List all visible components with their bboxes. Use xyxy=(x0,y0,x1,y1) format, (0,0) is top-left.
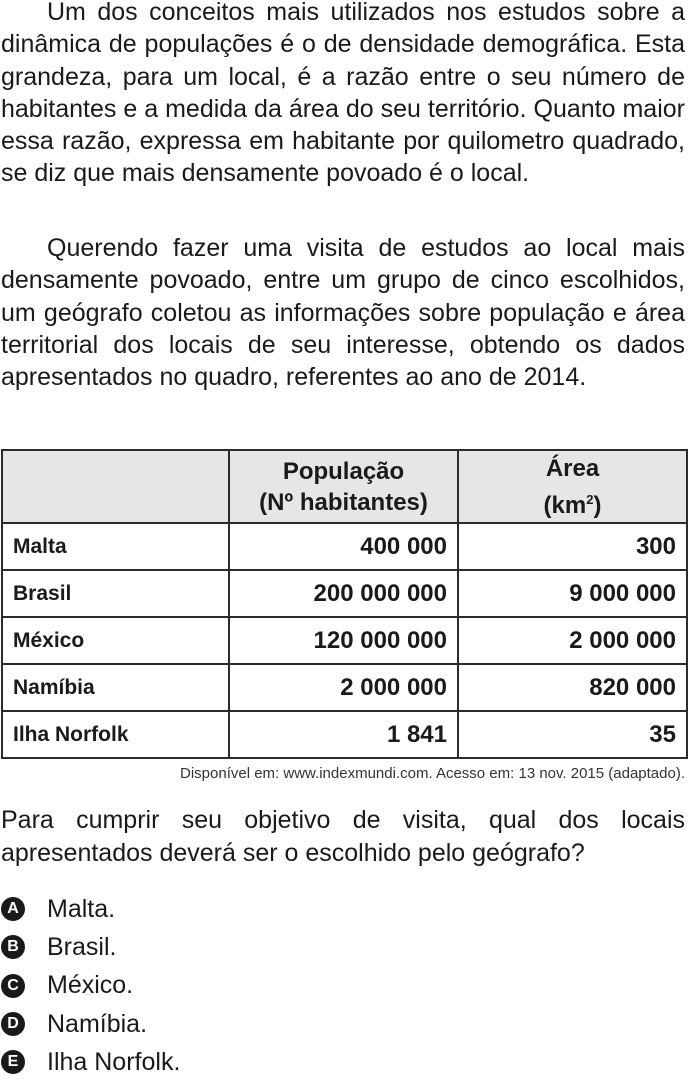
area-header-unit: $(km^2)$ xyxy=(543,491,602,519)
row-area: 35 xyxy=(458,711,687,758)
answer-options xyxy=(1,890,180,1081)
context-paragraph xyxy=(1,232,685,393)
row-population: 2 000 000 xyxy=(229,664,458,711)
data-table xyxy=(1,449,688,759)
option-letter-badge: A xyxy=(1,897,25,921)
option-letter-badge: E xyxy=(1,1050,25,1074)
row-area: 300 xyxy=(458,523,687,570)
option-e[interactable] xyxy=(1,1043,180,1081)
option-letter-badge: B xyxy=(1,935,25,959)
intro-paragraph-text: Um dos conceitos mais utilizados nos estudos sobre a dinâmica de populações é o de densidade demográfica. Esta grandeza, para um local, é a razão entre o seu número de habitantes e a medida da área do seu território. Quanto maior essa razão, expressa em habitante por quilometro quadrado, se diz que mais densamente povoado é o local. xyxy=(1,0,685,188)
table-row xyxy=(2,711,687,758)
row-population: 120 000 000 xyxy=(229,617,458,664)
row-name: Malta xyxy=(2,523,229,570)
context-paragraph-text: Querendo fazer uma visita de estudos ao local mais densamente povoado, entre um grupo de cinco escolhidos, um geógrafo coletou as informações sobre população e área territorial dos locais de seu interesse, obtendo os dados apresentados no quadro, referentes ao ano de 2014. xyxy=(1,234,685,392)
row-name: Brasil xyxy=(2,570,229,617)
option-text: Malta. xyxy=(47,894,116,923)
table-header-area xyxy=(458,450,687,523)
row-population: 1 841 xyxy=(229,711,458,758)
option-c[interactable] xyxy=(1,967,180,1005)
table-header-empty-cell xyxy=(2,450,229,523)
question-text: Para cumprir seu objetivo de visita, qual dos locais apresentados deverá ser o escolhido pelo geógrafo? xyxy=(1,806,685,867)
option-b[interactable] xyxy=(1,928,180,966)
option-a[interactable] xyxy=(1,890,180,928)
option-text: Namíbia. xyxy=(47,1009,148,1038)
source-citation: Disponível em: www.indexmundi.com. Acesso em: 13 nov. 2015 (adaptado). xyxy=(180,765,685,782)
intro-paragraph xyxy=(1,0,685,190)
row-name: Namíbia xyxy=(2,664,229,711)
row-name: México xyxy=(2,617,229,664)
table-row xyxy=(2,617,687,664)
row-population: 200 000 000 xyxy=(229,570,458,617)
population-header-line2: (Nº habitantes) xyxy=(259,488,428,516)
row-area: 820 000 xyxy=(458,664,687,711)
table-row xyxy=(2,664,687,711)
option-letter-badge: D xyxy=(1,1012,25,1036)
row-area: 2 000 000 xyxy=(458,617,687,664)
population-header-line1: População xyxy=(282,457,405,485)
table-row xyxy=(2,570,687,617)
row-name: Ilha Norfolk xyxy=(2,711,229,758)
option-text: Brasil. xyxy=(47,932,117,961)
option-text: México. xyxy=(47,971,134,1000)
area-header-line1: Área xyxy=(545,454,600,482)
table-row xyxy=(2,523,687,570)
option-d[interactable] xyxy=(1,1005,180,1043)
table-header-population xyxy=(229,450,458,523)
option-text: Ilha Norfolk. xyxy=(47,1047,181,1076)
option-letter-badge: C xyxy=(1,974,25,998)
row-area: 9 000 000 xyxy=(458,570,687,617)
row-population: 400 000 xyxy=(229,523,458,570)
table-header-row xyxy=(2,450,687,523)
